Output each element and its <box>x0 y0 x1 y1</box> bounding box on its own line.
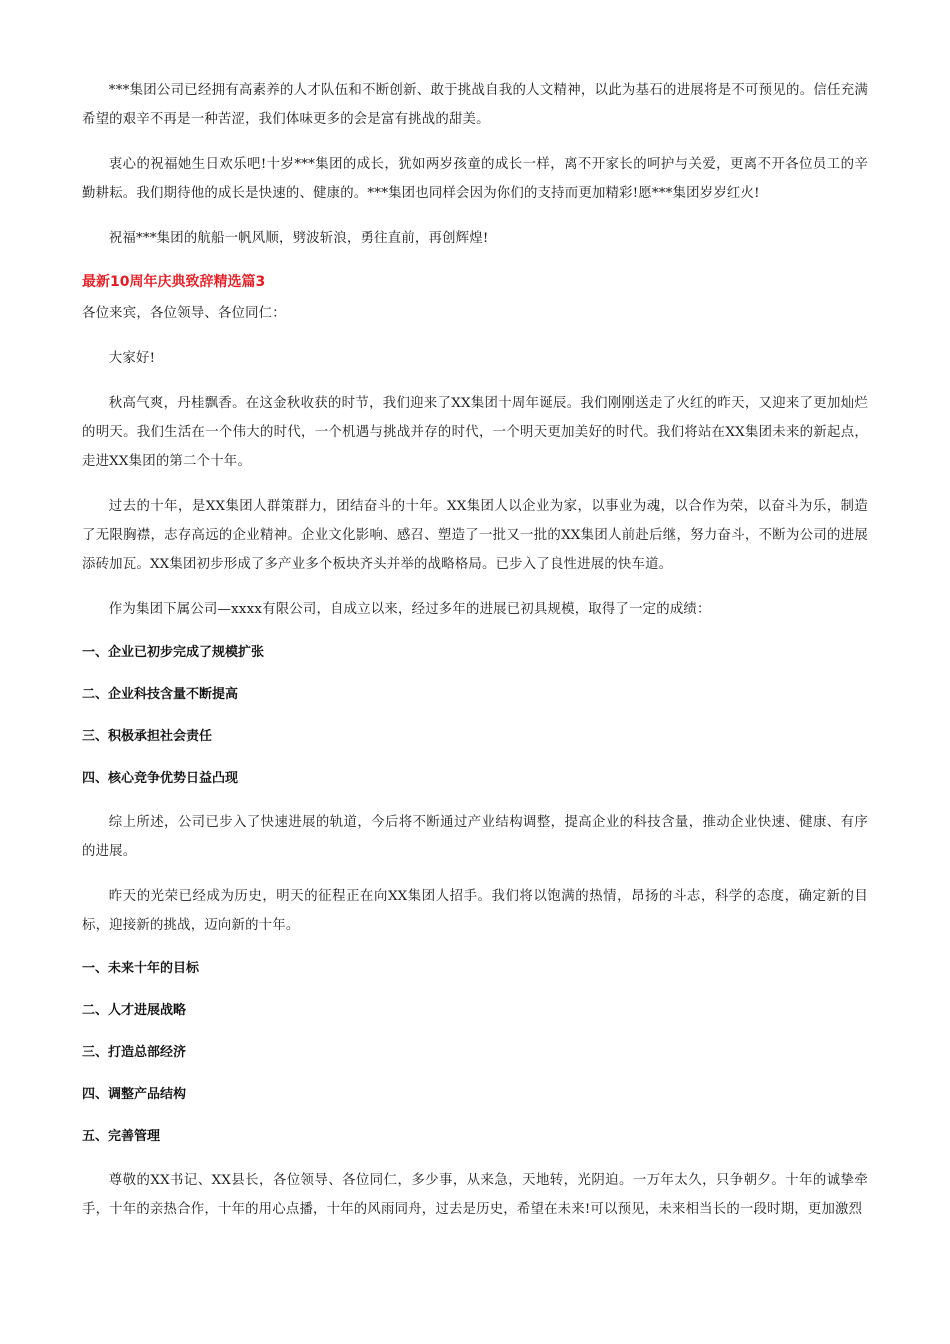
intro-paragraph-1: ***集团公司已经拥有高素养的人才队伍和不断创新、敢于挑战自我的人文精神，以此为基石的进展将是不可预见的。信任充满希望的艰辛不再是一种苦涩，我们体味更多的会是富有挑战的甜美。 <box>82 83 868 127</box>
goal-item-1: 一、未来十年的目标 <box>82 961 200 976</box>
achievement-item-4: 四、核心竞争优势日益凸现 <box>82 771 239 786</box>
intro-paragraph-2: 衷心的祝福她生日欢乐吧!十岁***集团的成长，犹如两岁孩童的成长一样，离不开家长的呵护与关爱，更离不开各位员工的辛勤耕耘。我们期待他的成长是快速的、健康的。***集团也同样会因为你们的支持而更加精彩!愿***集团岁岁红火! <box>82 157 868 201</box>
goal-item-3: 三、打造总部经济 <box>82 1045 187 1060</box>
achievement-item-3: 三、积极承担社会责任 <box>82 729 213 744</box>
intro-paragraph-3: 祝福***集团的航船一帆风顺，劈波斩浪，勇往直前，再创辉煌! <box>108 231 489 246</box>
middle-paragraph-2: 昨天的光荣已经成为历史，明天的征程正在向XX集团人招手。我们将以饱满的热情，昂扬的斗志，科学的态度，确定新的目标，迎接新的挑战，迈向新的十年。 <box>82 889 868 933</box>
goal-item-5: 五、完善管理 <box>82 1129 161 1144</box>
body-paragraph-3: 作为集团下属公司—xxxx有限公司，自成立以来，经过多年的进展已初具规模，取得了一定的成绩： <box>108 602 711 617</box>
section-title: 最新10周年庆典致辞精选篇3 <box>82 274 266 290</box>
body-paragraph-1: 秋高气爽，丹桂飘香。在这金秋收获的时节，我们迎来了XX集团十周年诞辰。我们刚刚送走了火红的昨天，又迎来了更加灿烂的明天。我们生活在一个伟大的时代，一个机遇与挑战并存的时代，一个明天更加美好的时代。我们将站在XX集团未来的新起点，走进XX集团的第二个十年。 <box>82 396 868 469</box>
achievement-item-1: 一、企业已初步完成了规模扩张 <box>82 645 265 660</box>
middle-paragraph-1: 综上所述，公司已步入了快速进展的轨道，今后将不断通过产业结构调整，提高企业的科技含量，推动企业快速、健康、有序的进展。 <box>82 815 868 859</box>
goal-item-2: 二、人才进展战略 <box>82 1003 187 1018</box>
document-page <box>82 76 868 1240</box>
goal-item-4: 四、调整产品结构 <box>82 1087 187 1102</box>
greeting: 大家好! <box>108 351 156 366</box>
salutation: 各位来宾，各位领导、各位同仁： <box>82 306 286 321</box>
body-paragraph-2: 过去的十年，是XX集团人群策群力，团结奋斗的十年。XX集团人以企业为家，以事业为魂，以合作为荣，以奋斗为乐，制造了无限胸襟，志存高远的企业精神。企业文化影响、感召、塑造了一批又一批的XX集团人前赴后继，努力奋斗，不断为公司的进展添砖加瓦。XX集团初步形成了多产业多个板块齐头并举的战略格局。已步入了良性进展的快车道。 <box>82 499 868 572</box>
closing-paragraph: 尊敬的XX书记、XX县长，各位领导、各位同仁，多少事，从来急，天地转，光阴迫。一万年太久，只争朝夕。十年的诚挚牵手，十年的亲热合作，十年的用心点播，十年的风雨同舟，过去是历史，希望在未来!可以预见，未来相当长的一段时期，更加激烈 <box>82 1173 868 1217</box>
achievement-item-2: 二、企业科技含量不断提高 <box>82 687 239 702</box>
